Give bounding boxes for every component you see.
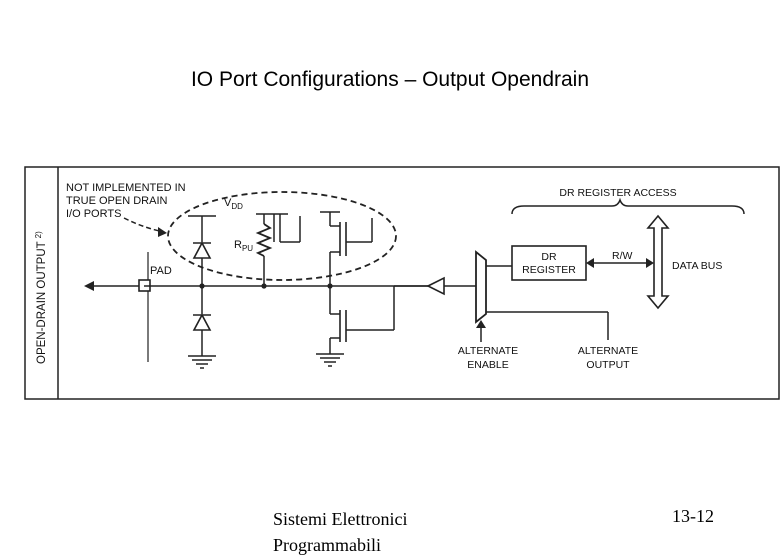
note-pointer-arrowhead: [158, 227, 167, 237]
upper-diode-icon: [194, 243, 210, 258]
alt-enable-label-line1: ALTERNATE: [457, 345, 519, 357]
note-line-1: NOT IMPLEMENTED IN: [66, 182, 186, 194]
dr-access-label: DR REGISTER ACCESS: [559, 187, 677, 199]
pullup-resistor-icon: [258, 224, 270, 256]
alt-output-label-line1: ALTERNATE: [577, 345, 639, 357]
note-line-3: I/O PORTS: [66, 208, 122, 220]
dr-register-label-line2: REGISTER: [522, 264, 576, 276]
dr-access-brace: [512, 200, 744, 214]
pad-out-arrowhead: [84, 281, 94, 291]
footer-page-number: 13-12: [672, 506, 714, 526]
dr-register-label-line1: DR: [541, 251, 557, 263]
vdd-label: $V_{DD}$: [224, 197, 243, 211]
alt-output-label-line2: OUTPUT: [586, 359, 630, 371]
footer-course-name: Sistemi Elettronici Programmabili: [273, 509, 408, 555]
slide-title: IO Port Configurations – Output Opendrain: [190, 68, 590, 91]
ground-icon-1: [188, 356, 216, 368]
node-dot-2: [261, 283, 266, 288]
side-label: OPEN-DRAIN OUTPUT$^{2)}$: [34, 231, 48, 364]
rw-arrowhead-right: [646, 258, 654, 268]
note-line-2: TRUE OPEN DRAIN: [66, 195, 168, 207]
data-bus-label: DATA BUS: [672, 260, 723, 272]
output-mux-icon: [476, 252, 486, 322]
pad-label: PAD: [150, 265, 172, 277]
alt-enable-label-line2: ENABLE: [467, 359, 509, 371]
open-drain-circuit-diagram: [24, 166, 780, 402]
lower-diode-icon: [194, 315, 210, 330]
rw-arrowhead-left: [586, 258, 594, 268]
ground-icon-2: [316, 354, 344, 366]
rw-label: R/W: [612, 250, 633, 262]
output-buffer-icon: [428, 278, 444, 294]
rpu-label: $R_{PU}$: [234, 239, 254, 253]
